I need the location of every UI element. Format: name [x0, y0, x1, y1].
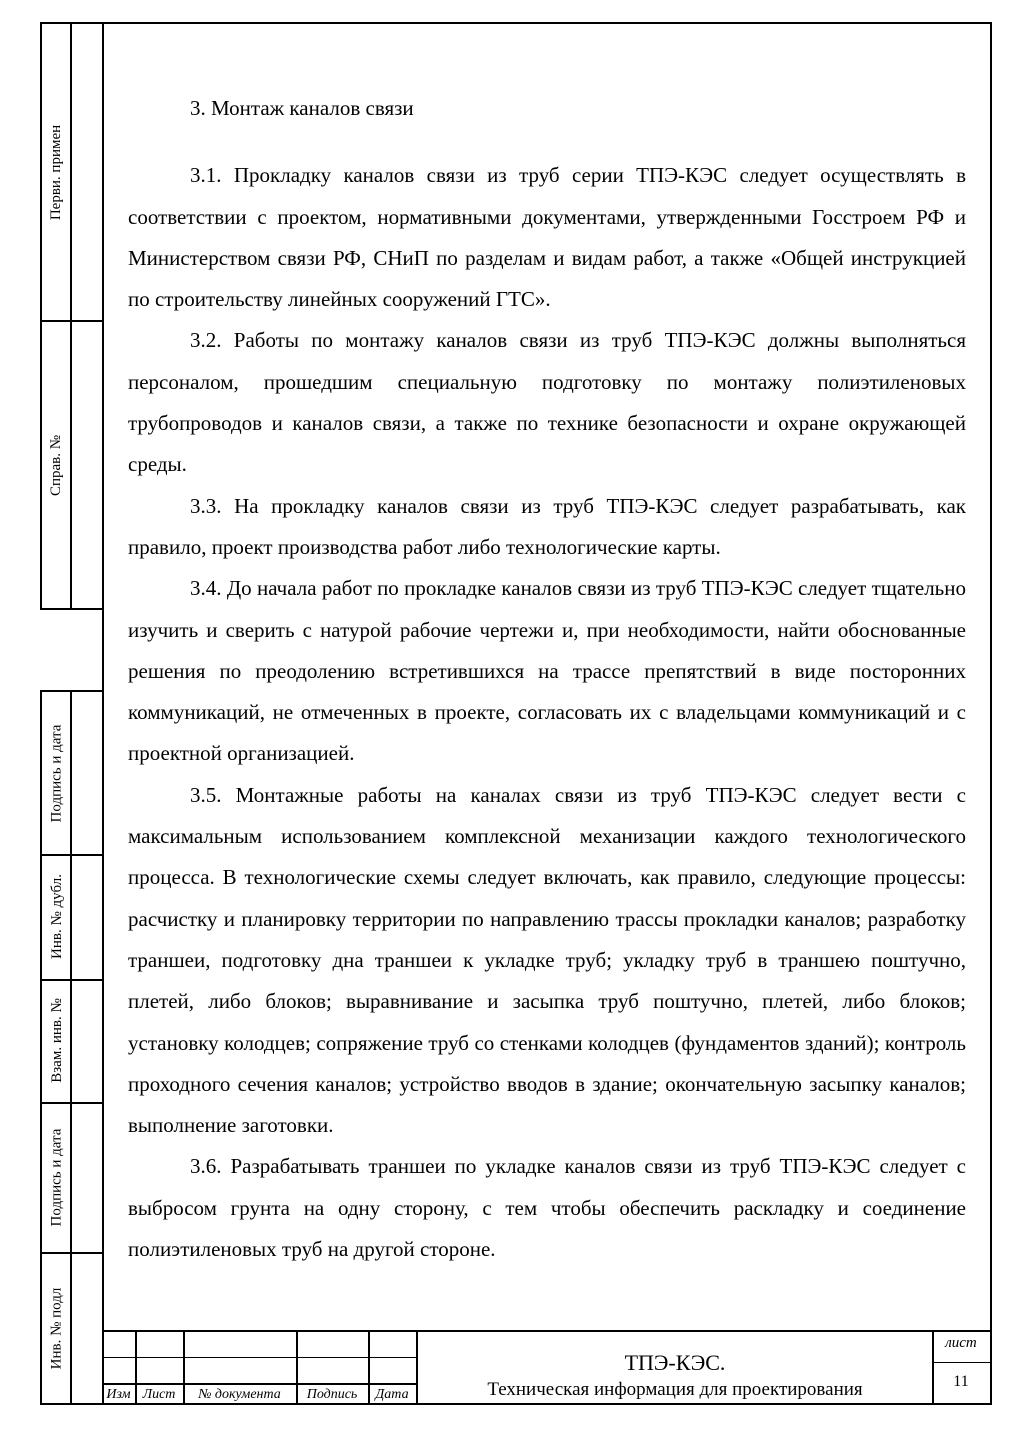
- margin-strip-top: [40, 22, 102, 610]
- col-podpis-label: Подпись: [306, 1387, 358, 1402]
- document-body: [128, 88, 966, 1270]
- paragraph-3-5: 3.5. Монтажные работы на каналах связи из труб ТПЭ-КЭС следует вести с максимальным использованием комплексной механизации каждого технологического процесса. В технологические схемы следует включать, как правило, следующие процессы: расчистку и планировку территории по направлению трассы прокладки каналов; разработку траншеи, подготовку дна траншеи к укладке труб; укладку труб в траншею поштучно, плетей, либо блоков; выравнивание и засыпка труб поштучно, плетей, либо блоков; установку колодцев; сопряжение труб со стенками колодцев (фундаментов зданий); контроль проходного сечения каналов; устройство вводов в здание; окончательную засыпку каналов; выполнение заготовки.: [128, 782, 966, 1138]
- col-list-label: Лист: [142, 1387, 176, 1402]
- label-perv-primen: Перви. примен: [48, 124, 65, 220]
- paragraph-3-4: 3.4. До начала работ по прокладке каналов связи из труб ТПЭ-КЭС следует тщательно изучить и сверить с натурой рабочие чертежи и, при необходимости, найти обоснованные решения по преодолению встретившихся на трассе препятствий в виде посторонних коммуникаций, не отмеченных в проекте, согласовать их с владельцами коммуникаций и с проектной организацией.: [128, 576, 966, 766]
- paragraph-3-2: 3.2. Работы по монтажу каналов связи из труб ТПЭ-КЭС должны выполняться персоналом, прошедшим специальную подготовку по монтажу полиэтиленовых трубопроводов и каналов связи, а также по технике безопасности и охране окружающей среды.: [128, 328, 966, 477]
- col-doc-label: № документа: [198, 1387, 281, 1402]
- section-heading: 3. Монтаж каналов связи: [190, 96, 414, 120]
- title-block: [102, 1330, 992, 1405]
- paragraph-3-3: 3.3. На прокладку каналов связи из труб ТПЭ-КЭС следует разрабатывать, как правило, проект производства работ либо технологические карты.: [128, 493, 966, 559]
- sheet-number: 11: [953, 1373, 969, 1390]
- sheet-label: лист: [945, 1335, 977, 1351]
- col-data-label: Дата: [375, 1387, 409, 1402]
- col-izm-label: Изм: [106, 1387, 131, 1402]
- label-inv-dubl: Инв. № дубл.: [48, 874, 65, 959]
- margin-strip-bottom: [40, 690, 102, 1405]
- document-subtitle: Техническая информация для проектирования: [487, 1379, 863, 1400]
- label-podpis-data-1: Подпись и дата: [48, 724, 65, 822]
- label-inv-podl: Инв. № подл: [48, 1287, 65, 1370]
- paragraph-3-1: 3.1. Прокладку каналов связи из труб серии ТПЭ-КЭС следует осуществлять в соответствии с проектом, нормативными документами, утвержденными Госстроем РФ и Министерством связи РФ, СНиП по разделам и видам работ, а также «Общей инструкцией по строительству линейных сооружений ГТС».: [128, 163, 966, 312]
- paragraph-3-6: 3.6. Разрабатывать траншеи по укладке каналов связи из труб ТПЭ-КЭС следует с выбросом грунта на одну сторону, с тем чтобы обеспечить раскладку и соединение полиэтиленовых труб на другой стороне.: [128, 1154, 966, 1262]
- label-sprav-no: Справ. №: [48, 434, 65, 496]
- label-vzam-inv: Взам. инв. №: [48, 998, 65, 1083]
- document-title: ТПЭ-КЭС.: [624, 1350, 726, 1375]
- label-podpis-data-2: Подпись и дата: [48, 1128, 65, 1226]
